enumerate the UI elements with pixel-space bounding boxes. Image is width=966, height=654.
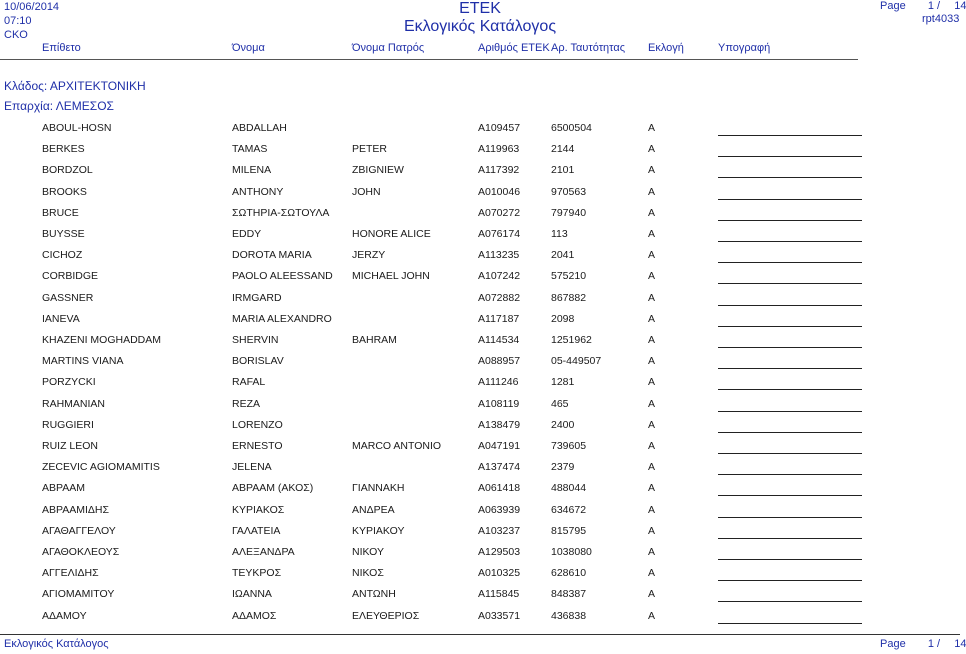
cell-surname: ΑΒΡΑΑΜΙΔΗΣ — [42, 503, 109, 516]
cell-etek-number: A138479 — [478, 418, 521, 431]
footer-page-separator: / — [937, 638, 941, 650]
cell-name: MILENA — [232, 164, 272, 177]
column-header-election: Εκλογή — [648, 42, 684, 54]
cell-election: A — [648, 418, 656, 431]
cell-etek-number: A117187 — [478, 312, 520, 325]
cell-election: A — [648, 291, 656, 304]
branch-heading: Κλάδος: ΑΡΧΙΤΕΚΤΟΝΙΚΗ — [4, 79, 146, 93]
cell-id-number: 2098 — [551, 312, 575, 325]
cell-surname: ΑΓΙΟΜΑΜΙΤΟΥ — [42, 588, 115, 601]
cell-name: ERNESTO — [232, 440, 283, 452]
table-row — [0, 228, 960, 249]
page-label: Page — [880, 0, 906, 12]
cell-name: ABDALLAH — [232, 122, 287, 134]
signature-line — [718, 156, 862, 157]
cell-surname: IANEVA — [42, 312, 80, 325]
cell-election: A — [648, 122, 656, 134]
cell-name: ΑΛΕΞΑΝΔΡΑ — [232, 546, 295, 558]
cell-name: MARIA ALEXANDRO — [232, 312, 332, 325]
table-row — [0, 376, 960, 397]
cell-election: A — [648, 609, 656, 622]
cell-name: ΤΕΥΚΡΟΣ — [232, 567, 282, 580]
cell-etek-number: A109457 — [478, 122, 521, 134]
cell-etek-number: A076174 — [478, 228, 521, 240]
table-row — [0, 164, 960, 185]
cell-surname: BRUCE — [42, 206, 79, 219]
cell-name: TAMAS — [232, 143, 268, 156]
cell-name: DOROTA MARIA — [232, 249, 312, 262]
footer-page-indicator — [880, 638, 966, 650]
table-row — [0, 482, 960, 503]
signature-line — [718, 305, 862, 306]
page-total: 14 — [954, 0, 966, 12]
cell-id-number: 488044 — [551, 482, 587, 495]
cell-id-number: 436838 — [551, 609, 587, 622]
table-row — [0, 567, 960, 588]
cell-id-number: 634672 — [551, 503, 587, 516]
table-row — [0, 270, 960, 291]
cell-id-number: 1281 — [551, 376, 575, 389]
signature-line — [718, 538, 862, 539]
cell-election: A — [648, 397, 656, 410]
cell-etek-number: A129503 — [478, 546, 521, 558]
cell-name: EDDY — [232, 228, 262, 240]
cell-surname: PORZYCKI — [42, 376, 96, 389]
page-indicator — [880, 0, 966, 12]
cell-etek-number: A063939 — [478, 503, 521, 516]
table-row — [0, 440, 960, 461]
table-row — [0, 419, 960, 440]
cell-election: A — [648, 440, 656, 452]
district-heading: Επαρχία: ΛΕΜΕΣΟΣ — [4, 99, 114, 113]
cell-name: ΚΥΡΙΑΚΟΣ — [232, 503, 285, 516]
report-time: 07:10 — [4, 15, 32, 27]
report-id: rpt4033 — [922, 13, 960, 25]
cell-surname: ΑΓΑΘΟΚΛΕΟΥΣ — [42, 546, 120, 558]
signature-line — [718, 347, 862, 348]
cell-election: A — [648, 567, 656, 580]
signature-line — [718, 453, 862, 454]
cell-etek-number: A114534 — [478, 334, 520, 346]
cell-father-name: PETER — [352, 143, 388, 156]
cell-father-name: ΑΝΤΩΝΗ — [352, 588, 396, 601]
cell-name: IRMGARD — [232, 291, 282, 304]
signature-line — [718, 262, 862, 263]
cell-name: JELENA — [232, 461, 272, 474]
cell-id-number: 2041 — [551, 249, 575, 262]
cell-etek-number: A072882 — [478, 291, 521, 304]
cell-election: A — [648, 524, 656, 537]
page-separator: / — [937, 0, 941, 12]
column-header-signature: Υπογραφή — [718, 42, 771, 54]
cell-id-number: 1251962 — [551, 334, 592, 346]
footer-rule — [0, 634, 960, 635]
cell-surname: BORDZOL — [42, 164, 93, 177]
signature-line — [718, 241, 862, 242]
cell-name: ΑΒΡΑΑΜ (ΑΚΟΣ) — [232, 482, 314, 495]
signature-line — [718, 326, 862, 327]
cell-father-name: ΝΙΚΟΥ — [352, 546, 385, 558]
cell-id-number: 2101 — [551, 164, 575, 177]
signature-line — [718, 474, 862, 475]
cell-id-number: 113 — [551, 228, 568, 240]
cell-name: RAFAL — [232, 376, 266, 389]
cell-election: A — [648, 312, 656, 325]
table-row — [0, 588, 960, 609]
cell-id-number: 2144 — [551, 143, 575, 156]
cell-father-name: ΕΛΕΥΘΕΡΙΟΣ — [352, 609, 420, 622]
table-row — [0, 249, 960, 270]
report-code: CKO — [4, 29, 28, 41]
signature-line — [718, 411, 862, 412]
cell-surname: CORBIDGE — [42, 270, 99, 283]
cell-name: BORISLAV — [232, 355, 284, 368]
cell-id-number: 465 — [551, 397, 569, 410]
cell-name: ANTHONY — [232, 185, 284, 198]
table-row — [0, 398, 960, 419]
cell-surname: BUYSSE — [42, 228, 85, 240]
cell-election: A — [648, 143, 656, 156]
footer-page-total: 14 — [954, 638, 966, 650]
cell-father-name: ΚΥΡΙΑΚΟΥ — [352, 524, 405, 537]
signature-line — [718, 283, 862, 284]
cell-election: A — [648, 355, 656, 368]
cell-father-name: JOHN — [352, 185, 381, 198]
cell-name: ΙΩΑΝΝΑ — [232, 588, 272, 601]
cell-surname: ABOUL-HOSN — [42, 122, 112, 134]
header-rule — [0, 59, 858, 60]
cell-etek-number: A010046 — [478, 185, 521, 198]
cell-election: A — [648, 503, 656, 516]
cell-surname: RUGGIERI — [42, 418, 94, 431]
signature-line — [718, 623, 862, 624]
table-row — [0, 461, 960, 482]
cell-election: A — [648, 376, 656, 389]
report-header-left — [4, 0, 59, 42]
table-row — [0, 334, 960, 355]
cell-etek-number: A061418 — [478, 482, 521, 495]
cell-name: ΣΩΤΗΡΙΑ-ΣΩΤΟΥΛΑ — [232, 206, 330, 219]
cell-father-name: ZBIGNIEW — [352, 164, 404, 177]
cell-surname: GASSNER — [42, 291, 94, 304]
table-row — [0, 610, 960, 631]
signature-line — [718, 559, 862, 560]
signature-line — [718, 432, 862, 433]
cell-election: A — [648, 185, 656, 198]
cell-father-name: HONORE ALICE — [352, 228, 431, 240]
cell-election: A — [648, 164, 656, 177]
report-title: Εκλογικός Κατάλογος — [403, 18, 557, 35]
cell-father-name: ΓΙΑΝΝΑΚΗ — [352, 482, 405, 495]
table-row — [0, 504, 960, 525]
column-header-father-name: Όνομα Πατρός — [352, 42, 425, 54]
cell-name: ΓΑΛΑΤΕΙΑ — [232, 524, 281, 537]
signature-line — [718, 580, 862, 581]
cell-etek-number: A119963 — [478, 143, 520, 156]
cell-etek-number: A047191 — [478, 440, 521, 452]
cell-name: PAOLO ALEESSAND — [232, 270, 333, 283]
table-row — [0, 143, 960, 164]
signature-line — [718, 495, 862, 496]
cell-election: A — [648, 482, 656, 495]
cell-etek-number: A113235 — [478, 249, 520, 262]
cell-id-number: 2379 — [551, 461, 575, 474]
cell-father-name: MICHAEL JOHN — [352, 270, 430, 283]
cell-name: REZA — [232, 397, 261, 410]
signature-line — [718, 368, 862, 369]
cell-election: A — [648, 334, 656, 346]
page-number: 1 — [927, 0, 934, 12]
cell-election: A — [648, 270, 656, 283]
cell-father-name: ΝΙΚΟΣ — [352, 567, 384, 580]
cell-surname: KHAZENI MOGHADDAM — [42, 334, 162, 346]
footer-title: Εκλογικός Κατάλογος — [4, 638, 109, 650]
signature-line — [718, 199, 862, 200]
cell-father-name: JERZY — [352, 249, 386, 262]
cell-etek-number: A115845 — [478, 588, 520, 601]
signature-line — [718, 135, 862, 136]
cell-etek-number: A111246 — [478, 376, 519, 389]
cell-surname: RUIZ LEON — [42, 440, 99, 452]
cell-id-number: 815795 — [551, 524, 587, 537]
cell-etek-number: A108119 — [478, 397, 520, 410]
cell-name: SHERVIN — [232, 334, 279, 346]
cell-election: A — [648, 249, 656, 262]
cell-id-number: 1038080 — [551, 546, 592, 558]
cell-election: A — [648, 228, 656, 240]
cell-election: A — [648, 588, 656, 601]
table-row — [0, 292, 960, 313]
cell-surname: ΑΓΑΘΑΓΓΕΛΟΥ — [42, 524, 116, 537]
cell-name: LORENZO — [232, 418, 283, 431]
table-row — [0, 546, 960, 567]
cell-etek-number: A137474 — [478, 461, 521, 474]
cell-id-number: 575210 — [551, 270, 587, 283]
cell-etek-number: A117392 — [478, 164, 520, 177]
cell-etek-number: A070272 — [478, 206, 521, 219]
cell-etek-number: A033571 — [478, 609, 521, 622]
table-row — [0, 525, 960, 546]
signature-line — [718, 389, 862, 390]
cell-name: ΑΔΑΜΟΣ — [232, 609, 277, 622]
cell-surname: ZECEVIC AGIOMAMITIS — [42, 461, 160, 474]
cell-surname: ΑΔΑΜΟΥ — [42, 609, 87, 622]
cell-election: A — [648, 546, 656, 558]
cell-id-number: 2400 — [551, 418, 575, 431]
column-header-id-number: Αρ. Ταυτότητας — [551, 42, 626, 54]
cell-surname: BROOKS — [42, 185, 87, 198]
cell-election: A — [648, 206, 656, 219]
cell-id-number: 739605 — [551, 440, 587, 452]
cell-id-number: 867882 — [551, 291, 587, 304]
cell-surname: MARTINS VIANA — [42, 355, 124, 368]
report-title-block — [360, 0, 600, 36]
cell-etek-number: A107242 — [478, 270, 521, 283]
cell-surname: BERKES — [42, 143, 85, 156]
signature-line — [718, 517, 862, 518]
cell-id-number: 05-449507 — [551, 355, 602, 368]
cell-election: A — [648, 461, 656, 474]
table-row — [0, 313, 960, 334]
footer-page-label: Page — [880, 638, 906, 650]
report-date: 10/06/2014 — [4, 1, 60, 13]
cell-surname: CICHOZ — [42, 249, 83, 262]
signature-line — [718, 220, 862, 221]
cell-id-number: 848387 — [551, 588, 587, 601]
cell-id-number: 6500504 — [551, 122, 592, 134]
column-header-surname: Επίθετο — [42, 42, 81, 54]
cell-father-name: ΑΝΔΡΕΑ — [352, 503, 395, 516]
footer-page-number: 1 — [927, 638, 934, 650]
organization-name: ΕΤΕΚ — [459, 0, 501, 17]
cell-id-number: 628610 — [551, 567, 587, 580]
cell-father-name: MARCO ANTONIO — [352, 440, 442, 452]
cell-surname: RAHMANIAN — [42, 397, 106, 410]
column-header-etek-number: Αριθμός ΕΤΕΚ — [478, 42, 550, 54]
table-row — [0, 207, 960, 228]
table-row — [0, 355, 960, 376]
cell-etek-number: A010325 — [478, 567, 521, 580]
cell-etek-number: A088957 — [478, 355, 521, 368]
cell-etek-number: A103237 — [478, 524, 521, 537]
cell-surname: ΑΓΓΕΛΙΔΗΣ — [42, 567, 99, 580]
cell-id-number: 797940 — [551, 206, 587, 219]
cell-id-number: 970563 — [551, 185, 587, 198]
signature-line — [718, 177, 862, 178]
cell-father-name: BAHRAM — [352, 334, 397, 346]
table-row — [0, 186, 960, 207]
table-row — [0, 122, 960, 143]
cell-surname: ΑΒΡΑΑΜ — [42, 482, 85, 495]
signature-line — [718, 601, 862, 602]
column-header-name: Όνομα — [232, 42, 265, 54]
